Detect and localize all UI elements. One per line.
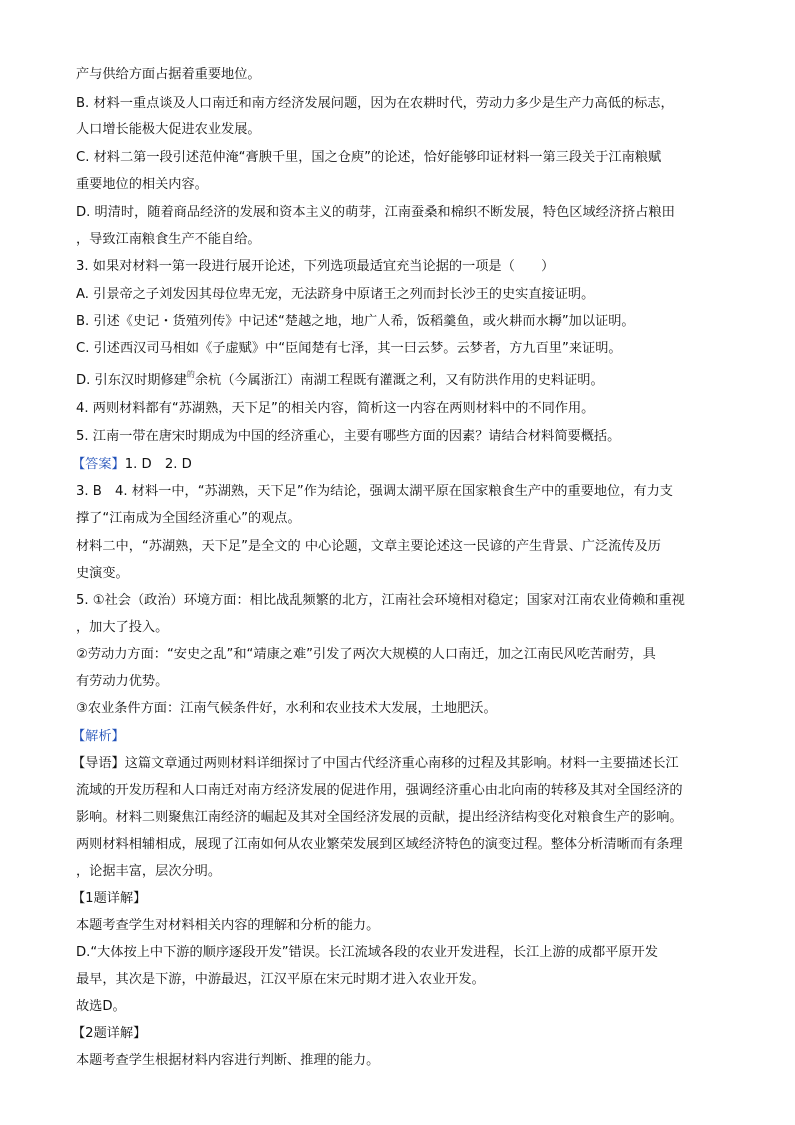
q3-option-d-prefix: D. 引东汉时期修建 [76, 373, 187, 388]
answer-4-line-3: 材料二中，“苏湖熟，天下足”是全文的 中心论题，文章主要论述这一民谚的产生背景、广泛流传及历 [76, 539, 661, 554]
option-b-line-2: 人口增长能极大促进农业发展。 [76, 122, 261, 137]
answer-5-line-4: 有劳动力优势。 [76, 674, 169, 689]
q3-option-d [76, 372, 604, 391]
answer-5-line-5: ③农业条件方面：江南气候条件好，水利和农业技术大发展，土地肥沃。 [76, 701, 497, 716]
option-d-line-2: ，导致江南粮食生产不能自给。 [76, 232, 261, 247]
q3-option-b: B. 引述《史记・货殖列传》中记述“楚越之地，地广人希，饭稻羹鱼，或火耕而水耨”加以证明。 [76, 314, 635, 329]
answer-5-line-2: ，加大了投入。 [76, 620, 169, 635]
q2-detail-label: 【2题详解】 [72, 1026, 147, 1041]
q2-detail-line-1: 本题考查学生根据材料内容进行判断、推理的能力。 [76, 1053, 380, 1068]
guide-label: 【导语】 [72, 756, 125, 771]
text-line: 产与供给方面占据着重要地位。 [76, 67, 261, 82]
q1-detail-label: 【1题详解】 [72, 891, 147, 906]
answer-4-line-4: 史演变。 [76, 566, 129, 581]
superscript-mark: 的 [186, 370, 195, 379]
q1-detail-line-4: 故选D。 [76, 999, 126, 1014]
option-c-line-2: 重要地位的相关内容。 [76, 177, 208, 192]
guide-line-5: ，论据丰富，层次分明。 [76, 864, 222, 879]
analysis-label: 【解析】 [72, 729, 125, 744]
question-3: 3. 如果对材料一第一段进行展开论述，下列选项最适宜充当论据的一项是（ ） [76, 259, 555, 274]
answer-label: 【答案】 [72, 457, 125, 472]
option-d-line-1: D. 明清时，随着商品经济的发展和资本主义的萌芽，江南蚕桑和棉织不断发展，特色区域经济挤占粮田 [76, 205, 675, 220]
guide-line-1 [72, 755, 679, 773]
question-5: 5. 江南一带在唐宋时期成为中国的经济重心，主要有哪些方面的因素？请结合材料简要概括。 [76, 429, 621, 444]
answer-values: 1. D 2. D [124, 457, 192, 472]
answer-5-line-1: 5. ①社会（政治）环境方面：相比战乱频繁的北方，江南社会环境相对稳定；国家对江南农业倚赖和重视 [76, 593, 685, 608]
q1-detail-line-3: 最早，其次是下游，中游最迟，江汉平原在宋元时期才进入农业开发。 [76, 972, 485, 987]
option-b-line-1: B. 材料一重点谈及人口南迁和南方经济发展问题，因为在农耕时代，劳动力多少是生产力高低的标志， [76, 96, 674, 111]
q3-option-d-rest: 余杭（今属浙江）南湖工程既有灌溉之利，又有防洪作用的史料证明。 [194, 373, 604, 388]
answer-4-line-2: 撑了“江南成为全国经济重心”的观点。 [76, 511, 301, 526]
guide-line-3: 影响。材料二则聚焦江南经济的崛起及其对全国经济发展的贡献，提出经济结构变化对粮食生产的影响。 [76, 810, 683, 825]
q3-option-a: A. 引景帝之子刘发因其母位卑无宠，无法跻身中原诸王之列而封长沙王的史实直接证明。 [76, 287, 595, 302]
answer-5-line-3: ②劳动力方面：“安史之乱”和“靖康之难”引发了两次大规模的人口南迁，加之江南民风吃苦耐劳，具 [76, 647, 656, 662]
q3-option-c: C. 引述西汉司马相如《子虚赋》中“臣闻楚有七泽，其一曰云梦。云梦者，方九百里”来证明。 [76, 341, 622, 356]
answer-line [72, 456, 192, 474]
question-4: 4. 两则材料都有“苏湖熟，天下足”的相关内容，简析这一内容在两则材料中的不同作用。 [76, 401, 595, 416]
answer-4-line-1: 3. B 4. 材料一中，“苏湖熟，天下足”作为结论，强调太湖平原在国家粮食生产中的重要地位，有力支 [76, 484, 673, 499]
option-c-line-1: C. 材料二第一段引述范仲淹“膏腴千里，国之仓庾”的论述，恰好能够印证材料一第三段关于江南粮赋 [76, 150, 662, 165]
q1-detail-line-1: 本题考查学生对材料相关内容的理解和分析的能力。 [76, 918, 380, 933]
guide-line-4: 两则材料相辅相成，展现了江南如何从农业繁荣发展到区域经济特色的演变过程。整体分析清晰而有条理 [76, 837, 683, 852]
guide-text: 这篇文章通过两则材料详细探讨了中国古代经济重心南移的过程及其影响。材料一主要描述长江 [124, 756, 679, 771]
q1-detail-line-2: D.“大体按上中下游的顺序逐段开发”错误。长江流域各段的农业开发进程，长江上游的成都平原开发 [76, 945, 658, 960]
guide-line-2: 流域的开发历程和人口南迁对南方经济发展的促进作用，强调经济重心由北向南的转移及其对全国经济的 [76, 783, 683, 798]
